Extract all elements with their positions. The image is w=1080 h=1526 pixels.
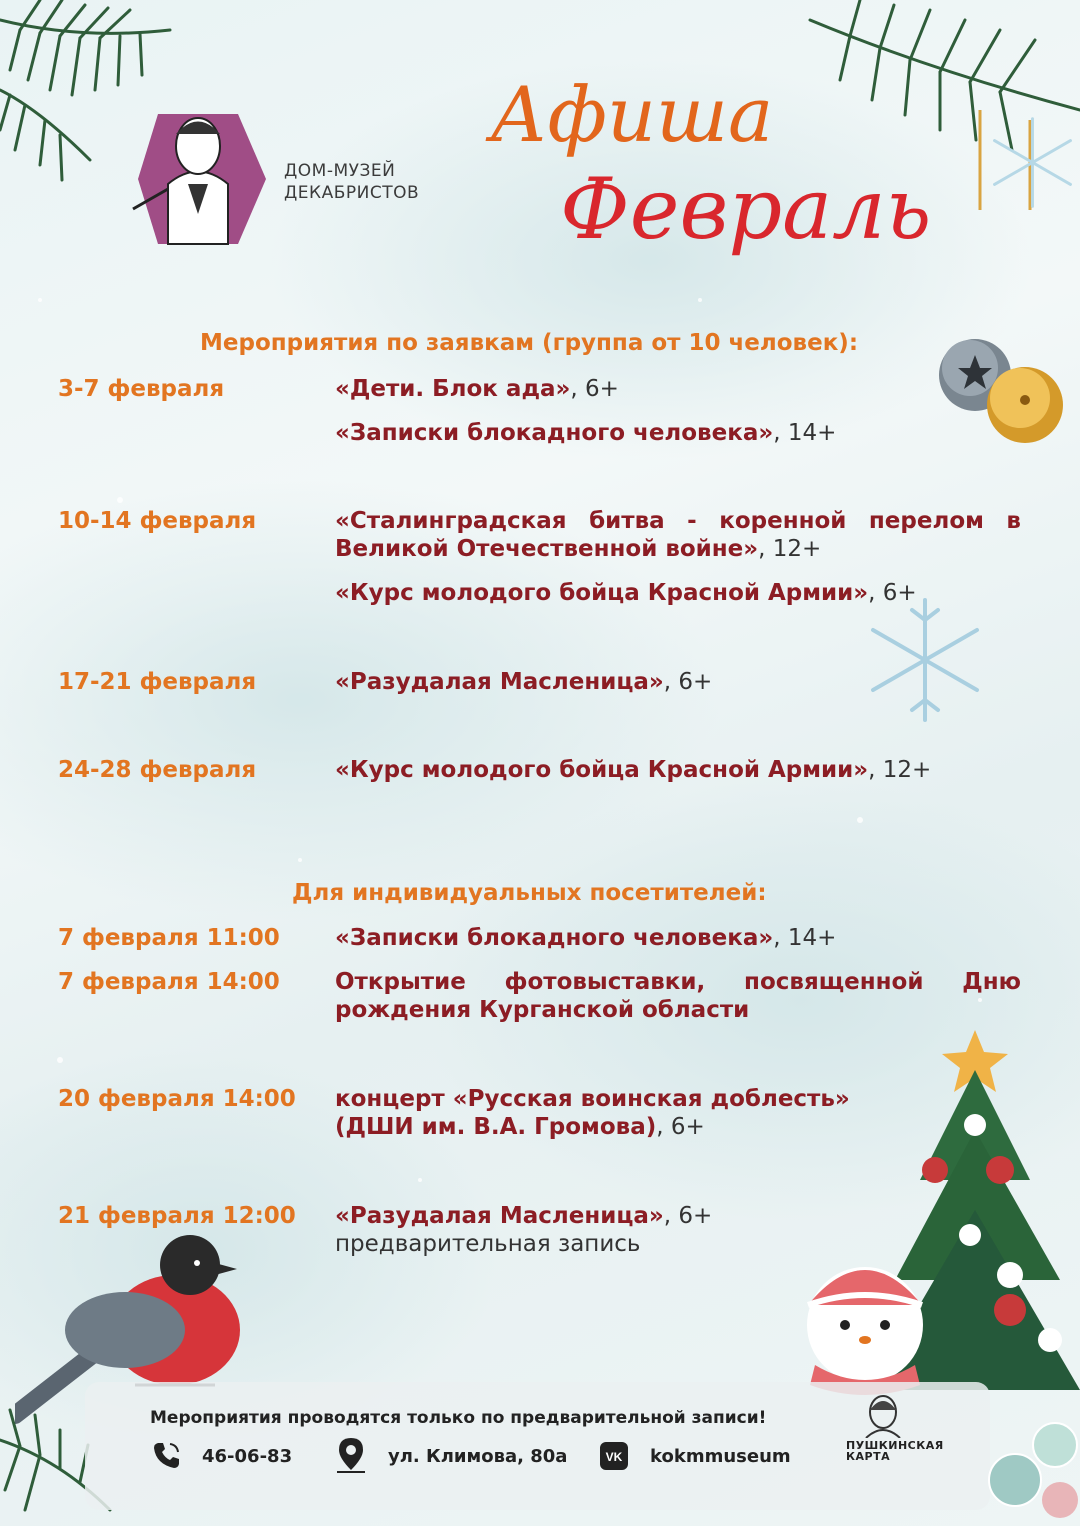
event-age: , 12+ [758,536,822,562]
event-entry [335,419,1021,447]
snowflake-decoration [860,595,990,725]
event-date: 3-7 февраля [58,376,225,402]
event-entry [335,924,1021,952]
christmas-ornaments [985,1405,1080,1520]
event-title: «Курс молодого бойца Красной Армии» [335,580,869,606]
phone-number[interactable]: 46-06-83 [202,1446,293,1467]
vk-handle[interactable]: kokmmuseum [650,1446,791,1467]
event-age: , 6+ [868,580,917,606]
pushkin-card-logo-portrait [858,1392,908,1438]
event-title: «Курс молодого бойца Красной Армии» [335,757,869,783]
pushkin-card-logo: ПУШКИНСКАЯ КАРТА [846,1439,944,1463]
event-date: 7 февраля 11:00 [58,925,280,951]
event-entry [335,507,1021,563]
event-date: 20 февраля 14:00 [58,1086,296,1112]
museum-logo [128,104,266,254]
event-entry [335,375,1021,403]
event-age: , 12+ [868,757,932,783]
event-title: «Записки блокадного человека» [335,925,774,951]
event-title: «Разудалая Масленица» [335,669,664,695]
event-title: концерт «Русская воинская доблесть» (ДШИ им. В.А. Громова) [335,1086,850,1140]
event-age: , 6+ [663,669,713,695]
event-age: , 14+ [773,925,837,951]
event-age: , 6+ [570,376,619,402]
event-title: Открытие фотовыставки, посвященной Дню рождения Курганской области [335,969,1021,1023]
museum-name [284,160,419,204]
event-date: 21 февраля 12:00 [58,1203,296,1229]
event-date: 10-14 февраля [58,508,257,534]
event-note: предварительная запись [335,1231,641,1257]
event-entry [335,579,1021,607]
address: ул. Климова, 80а [388,1446,568,1467]
event-title: «Разудалая Масленица» [335,1203,664,1229]
museum-name-line2: ДЕКАБРИСТОВ [284,183,420,203]
event-date: 7 февраля 14:00 [58,969,280,995]
event-title: «Сталинградская битва - коренной перелом в Великой Отечественной войне» [335,508,1021,562]
poster-month: Февраль [560,160,932,258]
event-entry [335,756,1021,784]
event-date: 17-21 февраля [58,669,257,695]
event-age: , 14+ [773,420,837,446]
svg-text:VK: VK [605,1450,623,1464]
event-age: , 6+ [656,1114,705,1140]
museum-name-line1: ДОМ-МУЗЕЙ [284,161,396,181]
snowflake-decoration [985,115,1080,210]
event-date: 24-28 февраля [58,757,257,783]
snowman [790,1245,940,1395]
group-section-heading: Мероприятия по заявкам (группа от 10 человек): [200,330,859,356]
event-title: «Записки блокадного человека» [335,420,774,446]
phone-icon [152,1440,182,1470]
event-entry [335,1085,895,1141]
vk-icon [600,1442,628,1470]
event-title: «Дети. Блок ада» [335,376,571,402]
event-age: , 6+ [663,1203,713,1229]
map-pin-icon [335,1436,367,1474]
individual-section-heading: Для индивидуальных посетителей: [292,880,767,906]
poster-title: Афиша [490,70,774,159]
event-entry [335,668,1021,696]
footer-note: Мероприятия проводятся только по предварительной записи! [150,1408,767,1428]
